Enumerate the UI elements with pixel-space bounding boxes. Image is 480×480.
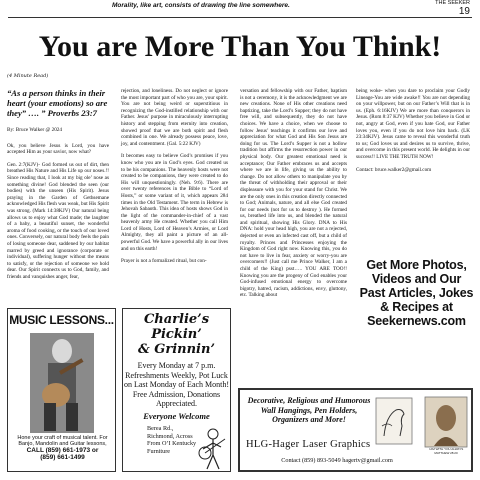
article-paragraph: rejection, and loneliness. Do not neglect or ignore the most important part of who you are, your spirit. You are not being weird or superstitious in recognizing the God-instilled relationship with our Father. Jesus’ purpose in miraculously interrupting history and stepping from eternity into creation, showed proof that we are both spirit and flesh combined in one. We already possess peace, love, joy, and contentment. (Gal. 5:22 KJV) [121,88,228,147]
charlie-title-line-1: Charlie’s Pickin’ [143,312,210,342]
header-motto: Morality, like art, consists of drawing the line somewhere. [112,2,290,9]
article-paragraph: Gen. 2:7(KJV)- God formed us out of dirt, then breathed His Nature and His Life up our noses.!! Since reading that, I look at my big ole’ nose as something divine! God blended the seen (our bodies) with the unseen (His Spirit). Jesus praying in the Garden of Gethsemane acknowledged His flesh was weak, but His Spirit was strong. (Mark 14:38KJV) Our natural being allows us to enjoy what God made; the laughter of a baby, a beautiful sunset, the wonderful aroma of food cooking, or the touch of our loved ones. Conversely, our natural body feels the pain of losing someone dear, saddened by our habitat marred by greed and ignorance (corporate or individual), suffering hunger without the means to satisfy, or the rejection of someone we hold dear. Our Spirit connects us to God, family, and friends and vanquishes anger, fear, [7,161,110,280]
paper-name: THE SEEKER [435,0,470,6]
charlie-ad-title [123,312,230,357]
music-ad-phone-2: (859) 661-1499 [40,454,85,461]
byline: By: Bruce Walker @ 2024 [7,127,62,133]
page-number: 19 [458,6,470,17]
website-promo [359,258,474,348]
header-divider [8,17,472,18]
charlie-address-line: Furniture [147,447,171,455]
banjo-player-illustration [191,427,229,471]
article-headline: You are More Than You Think! [38,30,442,63]
hager-ad-contact: Contact (859) 893-5049 hagertv@gmail.com [281,457,393,464]
charlie-ad-welcome: Everyone Welcome [143,410,210,421]
horse-plaque-illustration [374,396,414,446]
hager-art-caption: I AM WITH YOU ALWAYS MATTHEW 28:20 [428,447,464,455]
article-column-4 [356,88,470,179]
page-header [0,0,480,17]
guitar-player-illustration [30,333,94,433]
pull-quote: “As a person thinks in their heart (your emotions) so are they” …. ” Proverbs 23:7 [7,88,108,118]
charlie-ad-body: Every Monday at 7 p.m. Refreshments Weekly, Pot Luck on Last Monday of Each Month! Free Admission, Donations Appreciated. [123,361,230,409]
hager-laser-graphics-ad [238,388,473,472]
contact-email: Contact: bruce.walker2@gmail.com [356,166,432,173]
article-paragraph: It becomes easy to believe God’s promises if you know who you are in God’s eyes. God created us to be his companions. The heavenly hosts were not created to be companions, they were created to do His will unquestioningly. (Neh. 9:6). There are over twenty references in the Bible to “Lord of Hosts,” or some variant of it, which appears 284 times in the Old Testament. The term in Hebrew is Jehovah Sabaoth. This idea of hosts shows God in the light of the commander-in-chief of a vast heavenly army He created. Whether you call Him Lord of Hosts, Lord of Heaven’s Armies, or Lord Almighty, they all paint a picture of an all-powerful God. We have a powerful ally in our lives and on this earth! [121,153,228,252]
charlie-address-line: Richmond, Across [147,432,193,440]
promo-text: Get More Photos, Videos and Our Past Articles, Jokes & Recipes at Seekernews.com [359,258,474,328]
article-paragraph: Prayer is not a formalized ritual, but con- [121,258,207,265]
article-column-1 [7,88,109,286]
charlie-title-line-2: & Grinnin’ [138,342,215,357]
music-ad-phone-1: CALL (859) 661-1973 or [26,447,99,454]
hager-ad-brand: HLG-Hager Laser Graphics [246,439,371,450]
music-ad-description: Hone your craft of musical talent. For Banjo, Mandolin and Guitar lessons, [17,435,108,447]
charlie-address-line: From O’I Kentucky [147,440,197,448]
article-paragraph: versation and fellowship with our Father, baptism is not a ceremony, it is the acknowledgment we are new creations. None of His other creations need baptizing, take the Lord’s Supper; they do not have free will, and subsequently, they do not have choices. We have a choice, when we choose to follow Jesus’ teachings it confirms our love and appreciation for what God and His Son Jesus are doing for us. The Lord’s Supper is not a hollow tradition but affirms the resurrection power in our physical body. Our greatest emotional need is acceptance; Our Father embraces us and accepts where we are in life, giving us the ability to change. Do not allow others to manipulate you by the threat of withholding their approval or their displeasure with you for your stand for Christ. We are the only ones in this creation directly connected to God; Animals, nature, and all else God created for our needs (not for us to destroy ). He formed us, breathed life into us, and blended the natural and spiritual, showing His Glory. DNA to His DNA: hold your head high, you are not a rejected, dejected or even an infected cast off, but a child of royalty. Princes and Princesses enjoying the Kingdom of God right now. Knowing this, you do not have to live in fear, anxiety or worry-you are overcomers!! (Just call me Prince Walker, I am a child of the King) psst….. YOU ARE TOO!! Knowing you are the progeny of God enables your God-infused emotional energy to overcome bigotry, hatred, racism, addictions, envy, gluttony, etc. Talking about [240,88,347,299]
article-column-2 [121,88,228,271]
charlies-pickin-ad [122,308,231,472]
hager-ad-tagline: Decorative, Religious and Humorous Wall Hangings, Pen Holders, Organizers and More! [247,396,371,424]
read-time: (4 Minute Read) [7,73,49,79]
music-ad-caption [12,435,113,461]
music-lessons-ad [7,308,116,472]
jesus-plaque-illustration [424,396,468,466]
article-column-3 [240,88,347,305]
article-paragraph: Ok, you believe Jesus is Lord, you have accepted Him as your savior, now what? [7,142,109,156]
charlie-address-line: Berea Rd., [147,424,174,432]
music-ad-title: MUSIC LESSONS... [9,313,114,327]
article-paragraph: being woke- when you dare to proclaim your Godly Lineage-You are wide awake!! You are not depending on your willpower, but on our Father’s Will that is in us. (Eph. 6:16KJV) We are more than conquerors in Jesus. (Rom 8:37 KJV) Whether you believe in God or not, angry at God, even if you hate God, our Father loves you, even if you do not love him back. (LK 23:34KJV). Jesus came to reveal this wonderful truth to us; God loves us and desires us to survive, thrive, and overcome in this present world. He delights in our success!! LIVE THE TRUTH NOW! [356,88,471,160]
